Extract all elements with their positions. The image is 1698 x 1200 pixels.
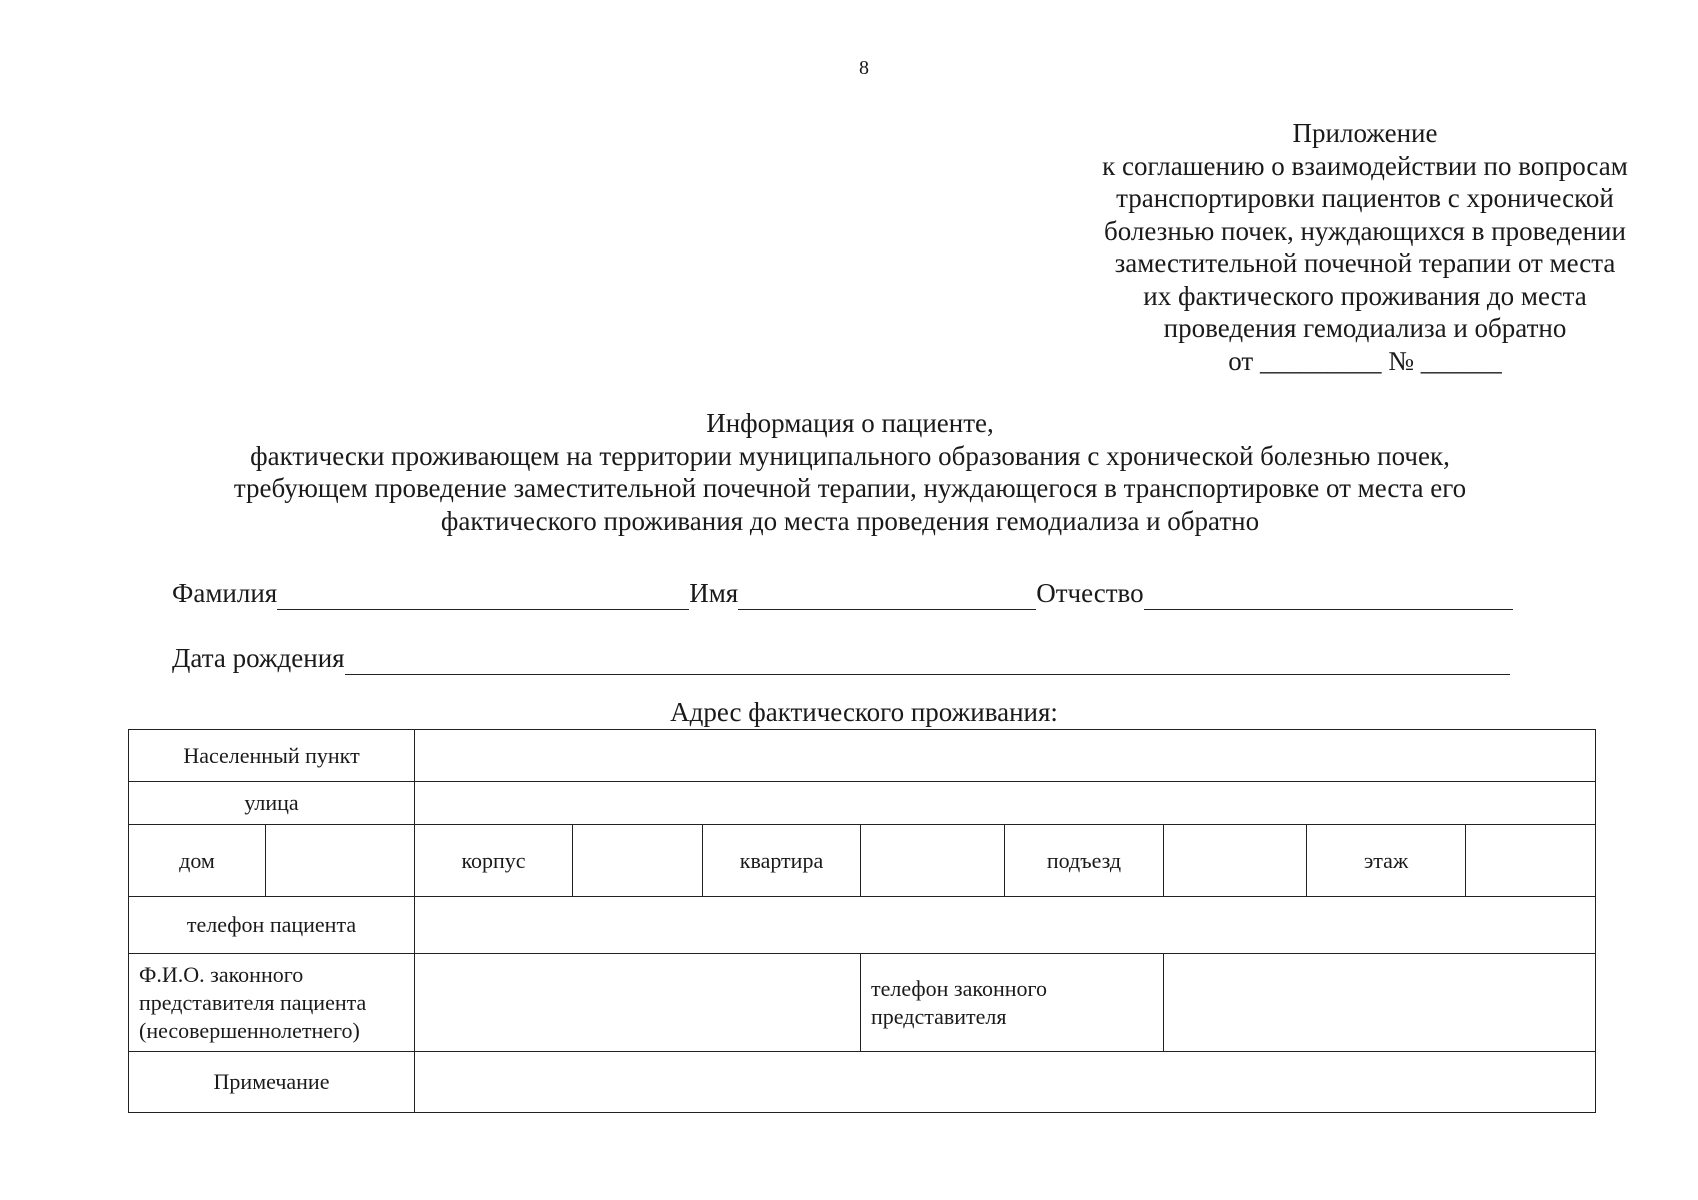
page-number: 8 [859,57,869,79]
floor-field[interactable] [1466,825,1596,897]
table-row [129,1052,1596,1113]
representative-phone-field[interactable] [1164,954,1596,1052]
settlement-label: Населенный пункт [129,730,415,782]
document-heading [150,407,1550,537]
table-row [129,897,1596,954]
building-label: корпус [415,825,573,897]
heading-title: Информация о пациенте, [706,408,994,438]
appendix-line: их фактического проживания до места [1143,280,1587,311]
table-row [129,954,1596,1052]
name-fields-row [172,576,1513,610]
entrance-label: подъезд [1005,825,1164,897]
patient-phone-label: телефон пациента [129,897,415,954]
appendix-title: Приложение [1292,118,1438,148]
dob-field[interactable] [345,648,1510,675]
street-field[interactable] [415,782,1596,825]
settlement-field[interactable] [415,730,1596,782]
note-field[interactable] [415,1052,1596,1113]
address-title: Адрес фактического проживания: [670,697,1058,727]
house-field[interactable] [266,825,415,897]
heading-line: фактически проживающем на территории муниципального образования с хронической болезнью почек, [250,440,1450,471]
house-label: дом [129,825,266,897]
appendix-line: транспортировки пациентов с хронической [1116,183,1614,213]
entrance-field[interactable] [1164,825,1307,897]
heading-line: требующем проведение заместительной почечной терапии, нуждающегося в транспортировке от места его [233,473,1467,503]
representative-name-field[interactable] [415,954,861,1052]
name-label: Имя [689,578,739,608]
agreement-date-number: от _________ № ______ [1228,345,1502,376]
table-row [129,730,1596,782]
street-label: улица [129,782,415,825]
appendix-block [1050,117,1680,377]
appendix-line: заместительной почечной терапии от места [1114,248,1616,278]
appendix-line: болезнью почек, нуждающихся в проведении [1104,215,1626,246]
surname-field[interactable] [277,583,689,610]
surname-label: Фамилия [172,578,278,608]
floor-label: этаж [1307,825,1466,897]
dob-label: Дата рождения [172,643,345,673]
patient-phone-field[interactable] [415,897,1596,954]
patronymic-label: Отчество [1036,578,1144,608]
name-field[interactable] [738,583,1036,610]
address-table [128,729,1596,1113]
appendix-line: к соглашению о взаимодействии по вопросам [1102,150,1628,181]
patronymic-field[interactable] [1144,583,1513,610]
apartment-label: квартира [703,825,861,897]
note-label: Примечание [129,1052,415,1113]
building-field[interactable] [573,825,703,897]
representative-name-label: Ф.И.О. законного представителя пациента (несовершеннолетнего) [129,954,415,1052]
apartment-field[interactable] [861,825,1005,897]
table-row [129,782,1596,825]
heading-line: фактического проживания до места проведения гемодиализа и обратно [440,505,1260,536]
representative-phone-label: телефон законного представителя [861,954,1164,1052]
appendix-line: проведения гемодиализа и обратно [1163,313,1567,343]
dob-row [172,641,1510,675]
table-row [129,825,1596,897]
